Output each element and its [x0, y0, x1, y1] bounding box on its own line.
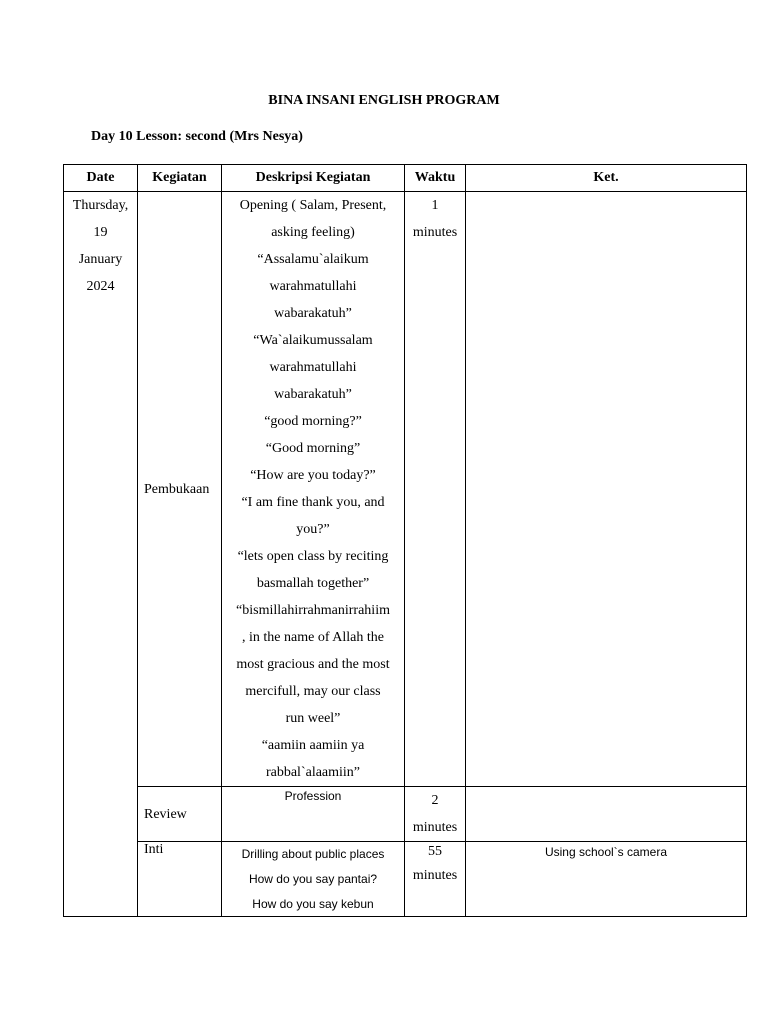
waktu-cell: [405, 192, 466, 787]
ket-cell: [466, 787, 747, 842]
kegiatan-cell: Inti: [138, 842, 222, 917]
kegiatan-cell: Pembukaan: [138, 192, 222, 787]
deskripsi-line: mercifull, may our class: [245, 684, 381, 699]
ket-cell: [466, 192, 747, 787]
deskripsi-line: most gracious and the most: [236, 657, 390, 672]
deskripsi-line: wabarakatuh”: [274, 387, 352, 402]
deskripsi-line: How do you say pantai?: [248, 872, 378, 886]
date-cell: [64, 192, 138, 917]
column-header-waktu: Waktu: [405, 165, 466, 192]
waktu-cell: [405, 787, 466, 842]
deskripsi-line: warahmatullahi: [269, 360, 357, 375]
deskripsi-cell: [222, 192, 405, 787]
date-line: 19: [93, 225, 108, 240]
deskripsi-line: “bismillahirrahmanirrahiim: [236, 603, 390, 618]
deskripsi-line: warahmatullahi: [269, 279, 357, 294]
deskripsi-cell: [222, 842, 405, 917]
document-title: BINA INSANI ENGLISH PROGRAM: [268, 93, 500, 108]
waktu-unit: minutes: [412, 820, 458, 835]
waktu-value: 1: [431, 198, 439, 213]
deskripsi-line: , in the name of Allah the: [242, 630, 384, 645]
waktu-unit: minutes: [412, 868, 458, 883]
waktu-cell: [405, 842, 466, 917]
column-header-deskripsi: Deskripsi Kegiatan: [222, 165, 405, 192]
date-line: 2024: [86, 279, 115, 294]
kegiatan-cell: Review: [138, 787, 222, 842]
lesson-subtitle: Day 10 Lesson: second (Mrs Nesya): [91, 129, 303, 144]
deskripsi-line: basmallah together”: [256, 576, 370, 591]
deskripsi-line: “good morning?”: [264, 414, 362, 429]
column-header-ket: Ket.: [466, 165, 747, 192]
deskripsi-line: Opening ( Salam, Present,: [239, 198, 387, 213]
waktu-value: 2: [431, 793, 439, 808]
deskripsi-line: Profession: [284, 789, 342, 803]
deskripsi-line: “aamiin aamiin ya: [261, 738, 365, 753]
deskripsi-line: wabarakatuh”: [274, 306, 352, 321]
deskripsi-cell: [222, 787, 405, 842]
deskripsi-line: asking feeling): [271, 225, 355, 240]
waktu-unit: minutes: [412, 225, 458, 240]
deskripsi-line: How do you say kebun: [252, 897, 374, 911]
deskripsi-line: “Good morning”: [265, 441, 361, 456]
deskripsi-line: “lets open class by reciting: [237, 549, 389, 564]
ket-cell: Using school`s camera: [466, 842, 747, 917]
deskripsi-line: you?”: [296, 522, 330, 537]
deskripsi-line: “How are you today?”: [250, 468, 376, 483]
date-line: January: [78, 252, 123, 267]
deskripsi-line: rabbal`alaamiin”: [265, 765, 361, 780]
deskripsi-line: run weel”: [285, 711, 341, 726]
column-header-kegiatan: Kegiatan: [138, 165, 222, 192]
table-row: [64, 842, 747, 917]
lesson-table: [63, 164, 747, 917]
deskripsi-line: “I am fine thank you, and: [241, 495, 385, 510]
column-header-date: Date: [64, 165, 138, 192]
table-header-row: [64, 165, 747, 192]
deskripsi-line: Drilling about public places: [241, 847, 385, 861]
table-row: [64, 787, 747, 842]
deskripsi-line: “Wa`alaikumussalam: [253, 333, 373, 348]
deskripsi-line: “Assalamu`alaikum: [257, 252, 369, 267]
date-line: Thursday,: [72, 198, 129, 213]
table-row: [64, 192, 747, 787]
waktu-value: 55: [428, 844, 442, 859]
